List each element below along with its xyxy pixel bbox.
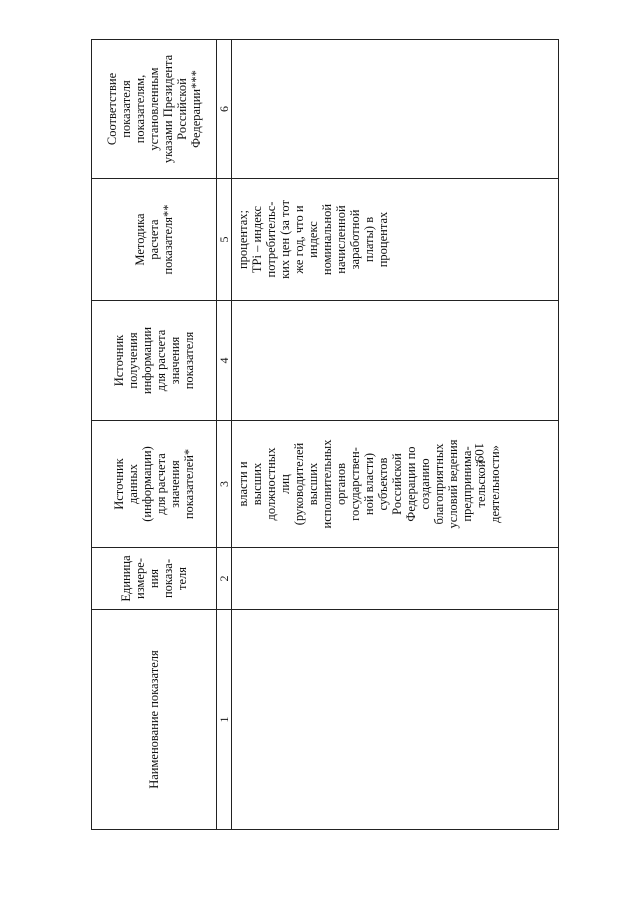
header-compliance: Соответствие показателя показателям, установленным указами Президента Российской Федерации*** (92, 40, 217, 179)
header-info-source: Источник получения информации для расчета значения показателя (92, 301, 217, 421)
indicators-table-container (91, 40, 559, 830)
column-number: 3 (217, 421, 232, 548)
cell-info-source (232, 301, 559, 421)
header-data-source: Источник данных (информации) для расчета значения показателей* (92, 421, 217, 548)
cell-compliance (232, 40, 559, 179)
page-number: 109 (472, 442, 487, 463)
column-number: 2 (217, 548, 232, 610)
column-number: 4 (217, 301, 232, 421)
column-number: 1 (217, 610, 232, 830)
column-number: 6 (217, 40, 232, 179)
column-number-row (217, 40, 232, 830)
table-row (232, 40, 559, 830)
cell-data-source: власти и высших должностных лиц (руководителей высших исполнительных органов государствен- ной власти) субъектов Российской Федерации по созданию благоприятных условий ведения предпринима- тельской деятельности» (232, 421, 559, 548)
cell-unit (232, 548, 559, 610)
indicators-table (91, 39, 559, 830)
cell-indicator-name (232, 610, 559, 830)
header-method: Методика расчета показателя** (92, 179, 217, 301)
header-indicator-name: Наименование показателя (92, 610, 217, 830)
table-header-row (92, 40, 217, 830)
header-unit: Единица измере- ния показа- теля (92, 548, 217, 610)
cell-method: процентах; TPi – индекс потребительс- ких цен (за тот же год, что и индекс номинальной начисленной заработной платы) в процентах (232, 179, 559, 301)
column-number: 5 (217, 179, 232, 301)
